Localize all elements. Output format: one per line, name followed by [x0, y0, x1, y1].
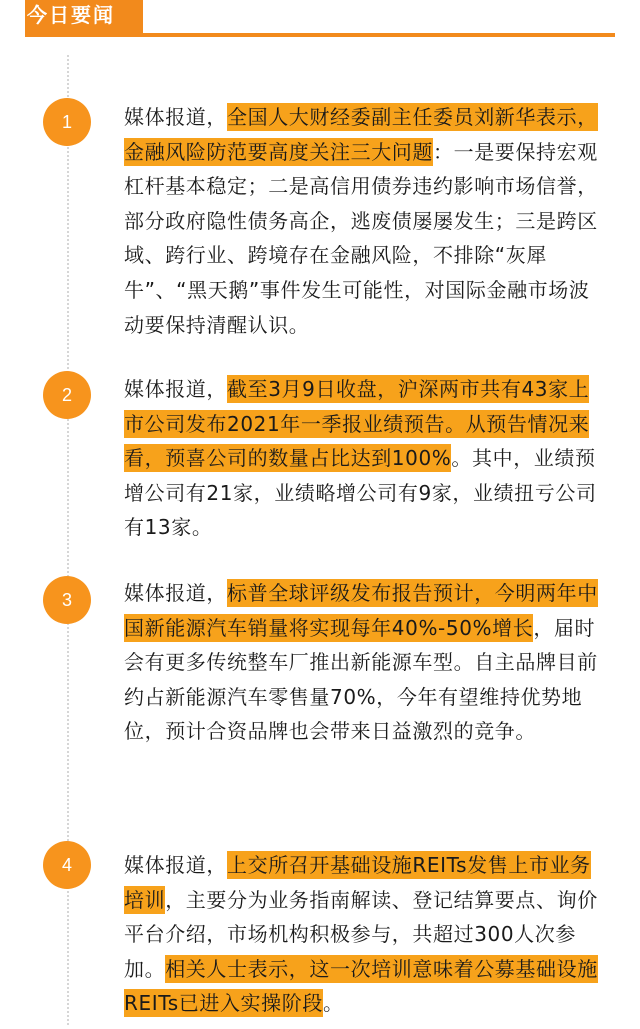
news-text [124, 576, 606, 749]
news-body: ，主要分为业务指南解读、登记结算要点、询价平台介绍，市场机构积极参与，共超过300人次参加。 [124, 887, 598, 981]
news-text [124, 372, 606, 545]
header-divider [25, 33, 615, 37]
news-body: ：一是要保持宏观杠杆基本稳定；二是高信用债券违约影响市场信誉，部分政府隐性债务高企，逃废债屡屡发生；三是跨区域、跨行业、跨境存在金融风险，不排除“灰犀牛”、“黑天鹅”事件发生可能性，对国际金融市场波动要保持清醒认识。 [124, 139, 598, 337]
news-prefix: 媒体报道， [124, 377, 227, 401]
news-body-end: 。 [322, 991, 344, 1016]
news-highlight: 全国人大财经委副主任委员刘新华表示，金融风险防范要高度关注三大问题 [124, 105, 598, 164]
news-highlight-2: 相关人士表示，这一次培训意味着公募基础设施REITs已进入实操阶段 [124, 956, 598, 1016]
news-prefix: 媒体报道， [124, 853, 227, 877]
news-prefix: 媒体报道， [124, 105, 227, 129]
item-number-badge: 3 [43, 576, 91, 624]
news-body: 。其中，业绩预增公司有21家，业绩略增公司有9家，业绩扭亏公司有13家。 [124, 446, 597, 540]
news-text [124, 100, 606, 342]
item-number-badge: 1 [43, 98, 91, 146]
news-text [124, 848, 606, 1021]
item-number-badge: 2 [43, 371, 91, 419]
item-number-badge: 4 [43, 841, 91, 889]
news-highlight: 截至3月9日收盘，沪深两市共有43家上市公司发布2021年一季报业绩预告。从预告情况来看，预喜公司的数量占比达到100% [124, 377, 590, 471]
news-highlight: 上交所召开基础设施REITs发售上市业务培训 [124, 853, 591, 912]
section-title: 今日要闻 [25, 0, 143, 34]
news-body: ，届时会有更多传统整车厂推出新能源车型。自主品牌目前约占新能源汽车零售量70%，今年有望维持优势地位，预计合资品牌也会带来日益激烈的竞争。 [124, 615, 598, 744]
news-highlight: 标普全球评级发布报告预计，今明两年中国新能源汽车销量将实现每年40%-50%增长 [124, 581, 598, 640]
news-prefix: 媒体报道， [124, 581, 227, 605]
